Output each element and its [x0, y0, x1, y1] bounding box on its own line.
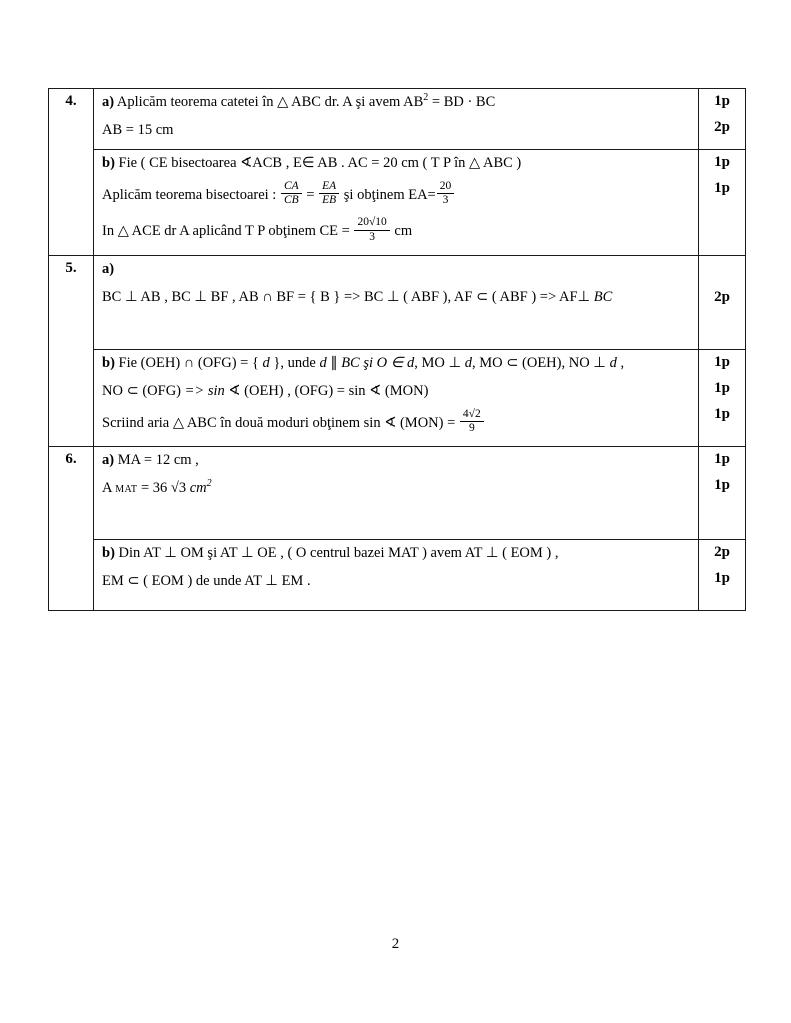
answer-line — [102, 354, 690, 373]
fraction — [460, 408, 484, 435]
points-value: 1p — [714, 570, 730, 587]
points-cell — [699, 255, 746, 349]
text-segment: => sin — [184, 382, 225, 399]
grading-table — [48, 88, 746, 611]
answer-cell — [94, 89, 699, 150]
text-segment: }, unde — [269, 354, 320, 371]
points-value: 2p — [714, 289, 730, 306]
text-segment: a) — [102, 260, 115, 277]
text-segment: a) — [102, 452, 115, 469]
fraction — [319, 180, 339, 207]
text-segment: Fie (OEH) ∩ (OFG) = { — [114, 354, 263, 371]
answer-line — [102, 218, 690, 245]
fraction-numerator: 4√2 — [460, 408, 484, 422]
fraction-denominator: CB — [283, 194, 299, 207]
text-segment: BC ⊥ AB , BC ⊥ BF , AB ∩ BF = { B } => BC ⊥ ( ABF ), AF ⊂ ( ABF ) => AF⊥ — [102, 288, 594, 305]
points-value: 2p — [714, 544, 730, 561]
points-cell — [699, 447, 746, 540]
problem-number: 6. — [65, 451, 77, 468]
answer-cell — [94, 447, 699, 540]
text-segment: BC şi O ∈ d — [341, 354, 415, 371]
text-segment: d — [319, 354, 327, 371]
problem-number: 4. — [65, 93, 77, 109]
points-value: 1p — [714, 405, 730, 422]
answer-line — [102, 572, 690, 591]
answer-line — [102, 407, 690, 437]
text-segment: = 36 √3 — [137, 480, 190, 497]
answer-line — [102, 154, 690, 173]
points-value: 1p — [714, 180, 730, 196]
points-value: 1p — [714, 154, 730, 170]
text-segment: BC — [593, 288, 613, 305]
answer-cell — [94, 150, 699, 256]
text-segment: a) — [102, 94, 115, 110]
table-row — [49, 447, 746, 540]
answer-line — [102, 121, 690, 140]
text-segment: d — [609, 354, 617, 371]
text-segment: ∢ (OEH) , (OFG) = sin ∢ (MON) — [224, 382, 429, 399]
text-segment: şi obţinem EA= — [340, 187, 436, 204]
points-value: 1p — [714, 353, 730, 370]
points-value: 1p — [714, 379, 730, 396]
problem-number-cell — [49, 89, 94, 256]
fraction-numerator: CA — [281, 180, 302, 194]
table-row — [49, 349, 746, 446]
answer-cell — [94, 349, 699, 446]
answer-line — [102, 93, 690, 112]
text-segment: , MO ⊥ — [414, 354, 465, 371]
points-value: 1p — [714, 477, 730, 494]
text-segment: cm — [390, 223, 413, 240]
text-segment: Aplicăm teorema catetei în △ ABC dr. A şi avem AB — [114, 94, 424, 110]
table-row — [49, 89, 746, 150]
text-segment: d — [262, 354, 270, 371]
fraction-denominator: 3 — [369, 230, 375, 243]
answer-line — [102, 260, 690, 279]
text-segment: NO ⊂ (OFG) — [102, 382, 185, 399]
fraction-numerator: EA — [319, 180, 339, 194]
fraction — [354, 216, 389, 243]
text-segment: b) — [102, 155, 115, 171]
text-segment: = BD · BC — [428, 94, 496, 110]
text-segment: cm — [189, 480, 207, 497]
text-segment: MAT — [115, 484, 138, 496]
text-segment: Din AT ⊥ OM şi AT ⊥ OE , ( O centrul bazei MAT ) avem AT ⊥ ( EOM ) , — [114, 545, 559, 562]
grading-table-body — [49, 89, 746, 611]
text-segment: , — [616, 354, 625, 371]
points-cell — [699, 89, 746, 150]
text-segment: b) — [102, 354, 115, 371]
text-segment: b) — [102, 545, 115, 562]
text-segment: , MO ⊂ (OEH), NO ⊥ — [472, 354, 610, 371]
answer-cell — [94, 540, 699, 611]
text-segment: ∥ — [326, 354, 342, 371]
table-row — [49, 255, 746, 349]
page-number: 2 — [391, 936, 400, 952]
fraction — [281, 180, 302, 207]
problem-number: 5. — [65, 259, 77, 276]
answer-cell — [94, 255, 699, 349]
grading-rubric — [48, 88, 746, 611]
points-cell — [699, 540, 746, 611]
table-row — [49, 540, 746, 611]
text-segment: Aplicăm teorema bisectoarei : — [102, 187, 280, 204]
problem-number-cell — [49, 447, 94, 611]
answer-line — [102, 479, 690, 499]
answer-line — [102, 544, 690, 563]
text-segment: In △ ACE dr A aplicând T P obţinem CE = — [102, 223, 354, 240]
answer-line — [102, 382, 690, 401]
text-segment: EM ⊂ ( EOM ) de unde AT ⊥ EM . — [102, 573, 311, 590]
text-segment: Scriind aria △ ABC în două moduri obţinem sin ∢ (MON) = — [102, 414, 459, 431]
text-segment: d — [464, 354, 473, 371]
fraction-denominator: 9 — [468, 422, 475, 435]
text-segment: AB = 15 cm — [102, 122, 174, 138]
points-cell — [699, 349, 746, 446]
points-value: 1p — [714, 93, 730, 109]
superscript: 2 — [206, 478, 212, 490]
points-value: 1p — [714, 451, 730, 468]
table-row — [49, 150, 746, 256]
fraction — [437, 180, 455, 207]
answer-line — [102, 451, 690, 470]
fraction-denominator: EB — [322, 194, 337, 207]
fraction-denominator: 3 — [442, 194, 449, 207]
points-value: 2p — [714, 119, 730, 135]
superscript: 2 — [423, 92, 429, 104]
points-cell — [699, 150, 746, 256]
text-segment: A — [102, 480, 116, 497]
problem-number-cell — [49, 255, 94, 446]
text-segment: MA = 12 cm , — [114, 452, 199, 469]
answer-line — [102, 288, 690, 307]
fraction-numerator: 20√10 — [354, 216, 389, 230]
fraction-numerator: 20 — [437, 180, 455, 194]
text-segment: Fie ( CE bisectoarea ∢ACB , E∈ AB . AC = 20 cm ( T P în △ ABC ) — [114, 155, 522, 171]
answer-line — [102, 182, 690, 209]
text-segment: = — [302, 187, 319, 204]
